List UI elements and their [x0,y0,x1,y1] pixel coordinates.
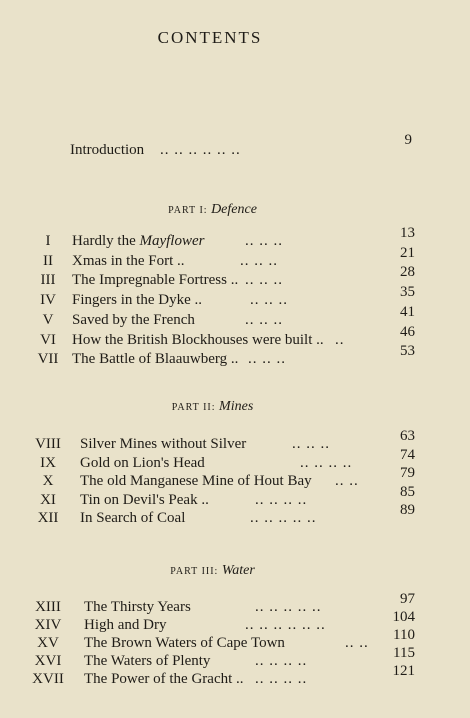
chapter-title [80,455,205,472]
page-number: 89 [400,502,415,518]
page-number: 53 [400,343,415,360]
chapter-title-text: Hardly the [72,233,140,249]
chapter-title-text: The Brown Waters of Cape Town [84,635,285,651]
leader-dots: .. .. [335,473,359,489]
chapter-number: XVI [34,653,62,669]
part-name: Mines [219,399,254,414]
entry-title: Introduction [70,142,145,158]
chapter-title-text: The Battle of Blaauwberg .. [72,351,239,368]
page-number: 74 [400,446,415,463]
chapter-title [72,312,195,329]
toc-entry [0,343,470,371]
chapter-number: VI [40,331,56,348]
chapter-title [80,510,185,527]
chapter-number: III [40,272,56,289]
page-number: 13 [400,225,415,241]
chapter-number: XI [40,491,56,508]
page-number: 110 [393,627,415,643]
leader-dots: .. .. .. .. .. .. [245,617,326,633]
chapter-title-text: Fingers in the Dyke .. [72,292,202,309]
chapter-title-text: The Power of the Gracht .. [84,671,244,687]
chapter-title-text: Saved by the French [72,311,195,328]
part-label: PART III: [170,566,219,577]
part-name: Water [221,563,255,578]
leader-dots: .. .. .. .. .. .. [160,142,241,158]
leader-dots: .. .. .. .. [300,454,353,471]
page-number: 41 [400,303,415,320]
leader-dots: .. .. .. [248,351,286,368]
leader-dots: .. .. .. [245,272,283,289]
page-number: 63 [400,428,415,444]
chapter-number: I [45,233,51,249]
chapter-title-text: Tin on Devil's Peak .. [80,491,209,508]
part-label: PART I: [168,205,208,216]
chapter-title [72,292,202,309]
chapter-number: V [42,311,54,328]
chapter-title [84,635,285,652]
chapter-number: XII [37,510,59,526]
part-heading-1 [0,202,425,218]
page-number: 79 [400,465,415,481]
chapter-title [80,492,209,509]
leader-dots: .. .. .. [245,233,283,249]
chapter-title [80,436,246,453]
leader-dots: .. .. .. [245,311,283,328]
chapter-title [80,473,312,490]
leader-dots: .. .. .. [250,292,288,309]
chapter-number: IX [40,454,56,471]
toc-entry [0,502,470,530]
chapter-number: VIII [35,436,61,452]
part-heading-2 [0,399,425,415]
toc-entry-introduction [0,132,470,162]
page-number: 46 [400,323,415,340]
leader-dots: .. .. .. .. [255,491,308,508]
leader-dots: .. .. .. .. .. [255,599,322,615]
chapter-title [72,253,185,270]
page-number: 21 [400,244,415,261]
page-title: CONTENTS [157,28,263,47]
chapter-title-emphasis: Mayflower [139,233,205,249]
chapter-title-text: Xmas in the Fort .. [72,252,185,269]
chapter-title-text: The Thirsty Years [84,599,191,615]
chapter-number: XV [37,635,59,651]
chapter-number: VII [37,351,59,368]
page-number: 35 [400,284,415,301]
chapter-title-text: The old Manganese Mine of Hout Bay [80,473,312,489]
leader-dots: .. .. .. .. [255,653,308,669]
part-label: PART II: [171,402,216,413]
chapter-title [72,233,204,250]
chapter-number: XIII [35,599,61,615]
chapter-title [72,332,324,349]
chapter-title [84,599,191,616]
leader-dots: .. .. [345,635,369,651]
page-number: 85 [400,483,415,500]
leader-dots: .. .. .. [292,436,330,452]
chapter-title [72,351,238,368]
toc-entry [0,663,470,691]
part-heading-3 [0,563,425,579]
page-number: 121 [392,663,415,679]
leader-dots: .. .. .. [240,252,278,269]
chapter-title-text: Gold on Lion's Head [80,454,205,471]
chapter-title [72,272,238,289]
chapter-title [84,617,167,634]
page-number: 97 [400,591,415,607]
page-number: 104 [392,609,415,625]
chapter-title-text: The Impregnable Fortress .. [72,272,239,289]
leader-dots: .. .. .. .. .. [250,510,317,526]
chapter-title-text: Silver Mines without Silver [80,436,247,452]
chapter-title [84,671,244,688]
chapter-number: XVII [32,671,64,687]
page-number: 28 [400,264,415,281]
chapter-title [84,653,210,670]
chapter-title-text: In Search of Coal [80,510,186,526]
leader-dots: .. .. .. .. [255,671,308,687]
chapter-number: IV [40,292,56,309]
page-number: 115 [393,645,415,661]
leader-dots: .. [335,331,345,348]
chapter-title-text: How the British Blockhouses were built .. [72,331,324,348]
page-number: 9 [404,132,412,148]
part-name: Defence [211,202,257,217]
chapter-number: X [42,473,54,489]
chapter-title-text: The Waters of Plenty [84,653,211,669]
chapter-number: XIV [34,617,62,633]
chapter-number: II [43,252,53,269]
chapter-title-text: High and Dry [84,617,167,633]
